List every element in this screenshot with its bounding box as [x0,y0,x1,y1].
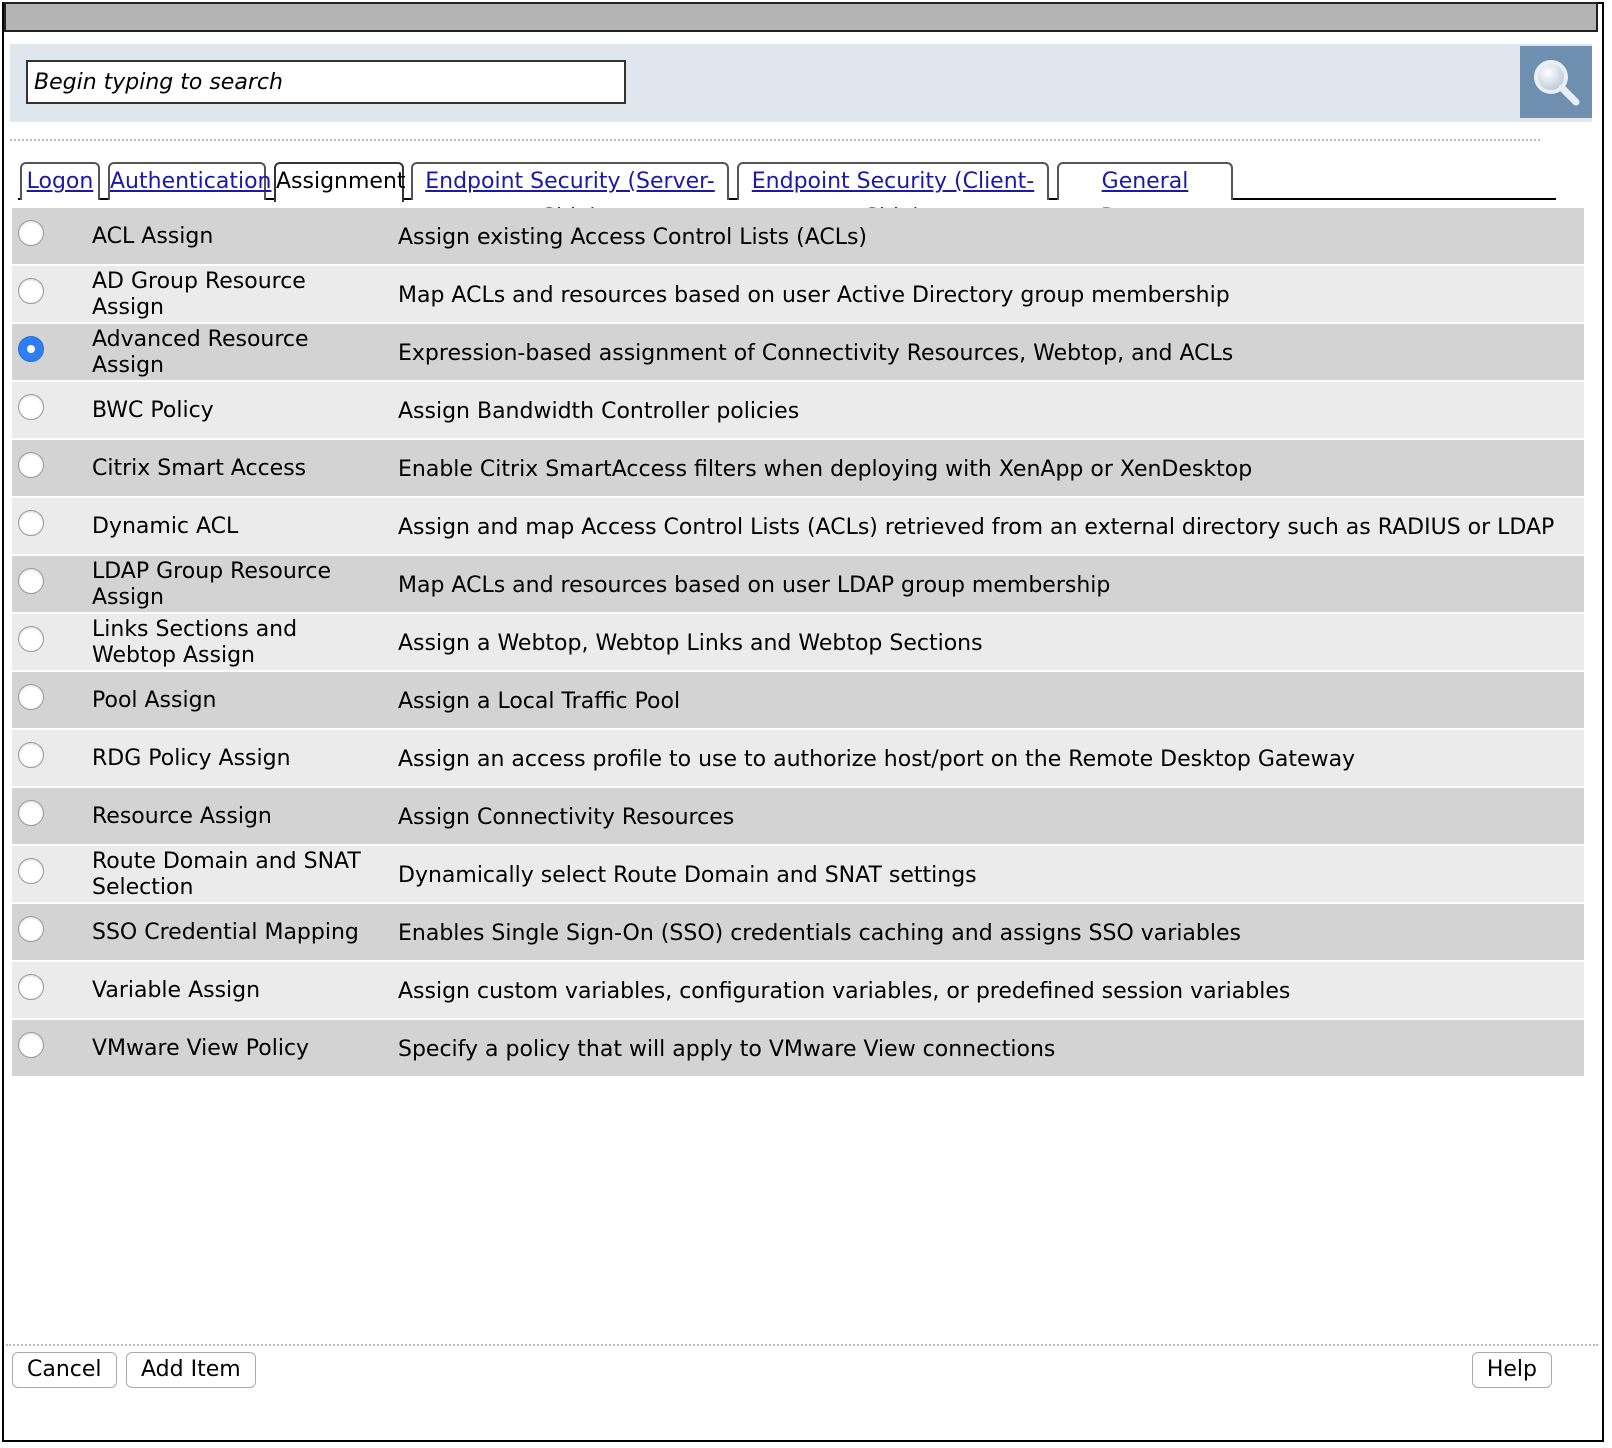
tab-label[interactable]: Logon [26,169,94,194]
list-item[interactable] [12,614,1584,672]
help-button[interactable]: Help [1472,1352,1552,1388]
tab-endpoint-security-client-side[interactable] [737,162,1049,200]
list-item[interactable] [12,266,1584,324]
list-item[interactable] [12,1020,1584,1078]
radio-button[interactable] [18,974,44,1000]
list-item[interactable] [12,556,1584,614]
list-item[interactable] [12,440,1584,498]
item-name: RDG Policy Assign [92,746,291,771]
radio-button[interactable] [18,858,44,884]
add-item-button[interactable]: Add Item [126,1352,256,1388]
list-item[interactable] [12,672,1584,730]
tab-label: Assignment [276,169,406,194]
item-name: Links Sections and Webtop Assign [92,617,298,668]
tab-label[interactable]: General [1101,169,1189,194]
radio-button[interactable] [18,626,44,652]
radio-button[interactable] [18,452,44,478]
item-description: Enable Citrix SmartAccess filters when deploying with XenApp or XenDesktop [398,456,1253,482]
tab-label[interactable]: Endpoint Security (Server- [425,169,715,194]
item-description: Map ACLs and resources based on user Active Directory group membership [398,282,1230,308]
radio-button[interactable] [18,220,44,246]
item-name: SSO Credential Mapping [92,920,359,945]
item-description: Assign and map Access Control Lists (ACLs) retrieved from an external directory such as RADIUS or LDAP [398,514,1555,540]
radio-button[interactable] [18,278,44,304]
item-name: LDAP Group Resource Assign [92,559,331,610]
item-name: AD Group Resource Assign [92,269,306,320]
radio-button[interactable] [18,916,44,942]
item-name: Advanced Resource Assign [92,327,309,378]
radio-button[interactable] [18,742,44,768]
separator [10,139,1540,141]
search-bar [10,44,1592,122]
list-item[interactable] [12,788,1584,846]
tab-endpoint-security-server-side[interactable] [411,162,729,200]
item-description: Dynamically select Route Domain and SNAT settings [398,862,977,888]
item-description: Assign a Local Traffic Pool [398,688,681,714]
search-button[interactable] [1520,46,1592,118]
tab-label[interactable]: Authentication [110,169,272,194]
item-list [12,208,1584,1078]
item-description: Assign an access profile to use to authorize host/port on the Remote Desktop Gateway [398,746,1356,772]
radio-button[interactable] [18,394,44,420]
list-item[interactable] [12,962,1584,1020]
tab-authentication[interactable] [108,162,272,200]
item-description: Assign Bandwidth Controller policies [398,398,800,424]
list-item[interactable] [12,382,1584,440]
magnifier-icon [1530,56,1582,108]
radio-button[interactable] [18,568,44,594]
item-name: BWC Policy [92,398,214,423]
tab-general-purpose[interactable] [1057,162,1233,200]
item-description: Assign Connectivity Resources [398,804,735,830]
item-name: ACL Assign [92,224,214,249]
list-item[interactable] [12,846,1584,904]
item-description: Enables Single Sign-On (SSO) credentials caching and assigns SSO variables [398,920,1241,946]
item-description: Assign a Webtop, Webtop Links and Webtop Sections [398,630,983,656]
item-description: Specify a policy that will apply to VMware View connections [398,1036,1056,1062]
item-name: Route Domain and SNAT Selection [92,849,361,900]
item-name: Pool Assign [92,688,217,713]
item-name: VMware View Policy [92,1036,310,1061]
title-bar[interactable] [4,2,1598,32]
item-description: Assign existing Access Control Lists (ACLs) [398,224,868,250]
tab-assignment[interactable] [274,162,404,202]
item-name: Citrix Smart Access [92,456,307,481]
radio-button-selected[interactable] [18,336,44,362]
list-item[interactable] [12,904,1584,962]
item-name: Dynamic ACL [92,514,239,539]
cancel-button[interactable]: Cancel [12,1352,117,1388]
item-name: Resource Assign [92,804,272,829]
list-item[interactable] [12,730,1584,788]
search-input[interactable] [26,60,626,104]
radio-button[interactable] [18,510,44,536]
list-item[interactable] [12,498,1584,556]
radio-button[interactable] [18,1032,44,1058]
footer-separator [6,1344,1598,1346]
item-description: Map ACLs and resources based on user LDAP group membership [398,572,1111,598]
tab-label[interactable]: Endpoint Security (Client- [751,169,1035,194]
item-description: Assign custom variables, configuration variables, or predefined session variables [398,978,1291,1004]
tab-logon[interactable] [20,162,100,200]
radio-button[interactable] [18,684,44,710]
item-description: Expression-based assignment of Connectivity Resources, Webtop, and ACLs [398,340,1234,366]
radio-button[interactable] [18,800,44,826]
list-item[interactable] [12,324,1584,382]
tab-bar [18,158,1556,200]
list-item[interactable] [12,208,1584,266]
item-name: Variable Assign [92,978,261,1003]
